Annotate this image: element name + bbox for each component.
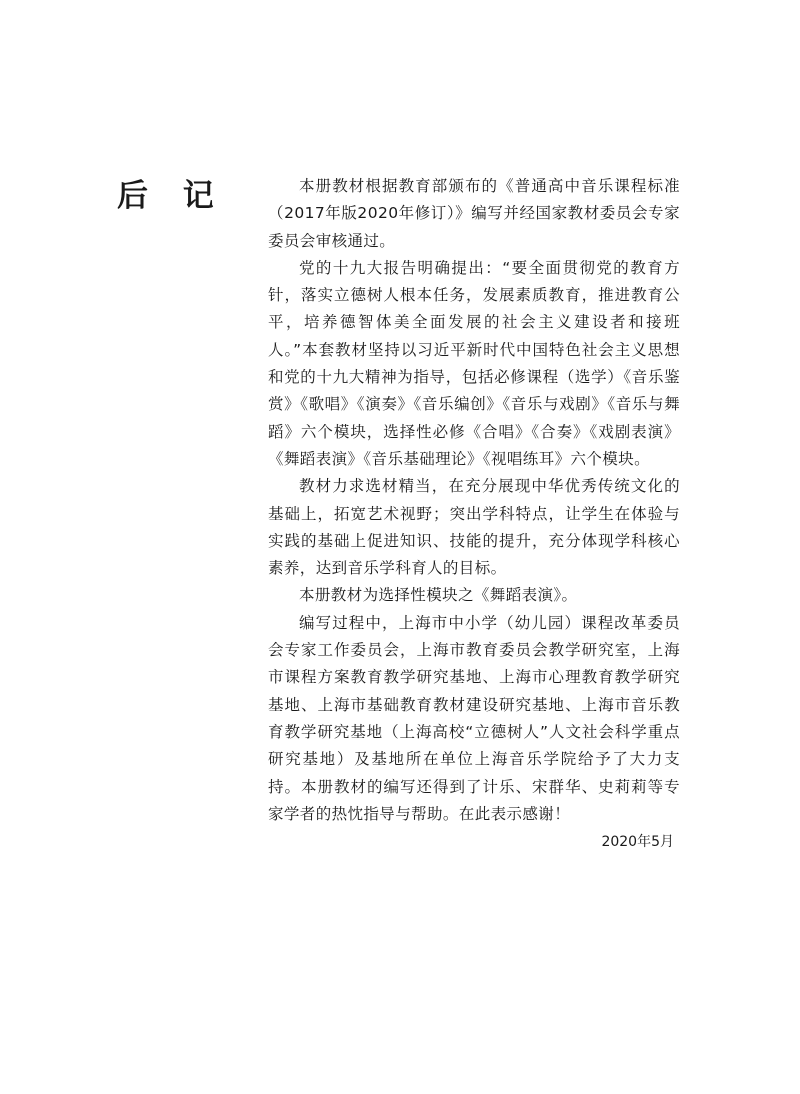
paragraph-education-policy: 党的十九大报告明确提出：“要全面贯彻党的教育方针，落实立德树人根本任务，发展素质教育，推进教育公平，培养德智体美全面发展的社会主义建设者和接班人。”本套教材坚持以习近平新时代中国特色社会主义思想和党的十九大精神为指导，包括必修课程（选学）《音乐鉴赏》《歌唱》《演奏》《音乐编创》《音乐与戏剧》《音乐与舞蹈》六个模块，选择性必修《合唱》《合奏》《戏剧表演》《舞蹈表演》《音乐基础理论》《视唱练耳》六个模块。 (268, 258, 680, 468)
paragraph-acknowledgements: 编写过程中，上海市中小学（幼儿园）课程改革委员会专家工作委员会，上海市教育委员会教学研究室，上海市课程方案教育教学研究基地、上海市心理教育教学研究基地、上海市基础教育教材建设研究基地、上海市音乐教育教学研究基地（上海高校“立德树人”人文社会科学重点研究基地）及基地所在单位上海音乐学院给予了大力支持。本册教材的编写还得到了计乐、宋群华、史莉莉等专家学者的热忱指导与帮助。在此表示感谢！ (268, 613, 680, 823)
afterword-body (268, 173, 680, 828)
date-signature: 2020年5月 (601, 834, 674, 850)
paragraph-curriculum-standard: 本册教材根据教育部颁布的《普通高中音乐课程标准（2017年版2020年修订）》编写并经国家教材委员会专家委员会审核通过。 (268, 177, 680, 250)
page-title: 后 记 (117, 178, 226, 214)
paragraph-module-name: 本册教材为选择性模块之《舞蹈表演》。 (299, 586, 578, 605)
paragraph-material-selection: 教材力求选材精当，在充分展现中华优秀传统文化的基础上，拓宽艺术视野；突出学科特点，让学生在体验与实践的基础上促进知识、技能的提升，充分体现学科核心素养，达到音乐学科育人的目标。 (268, 477, 680, 578)
